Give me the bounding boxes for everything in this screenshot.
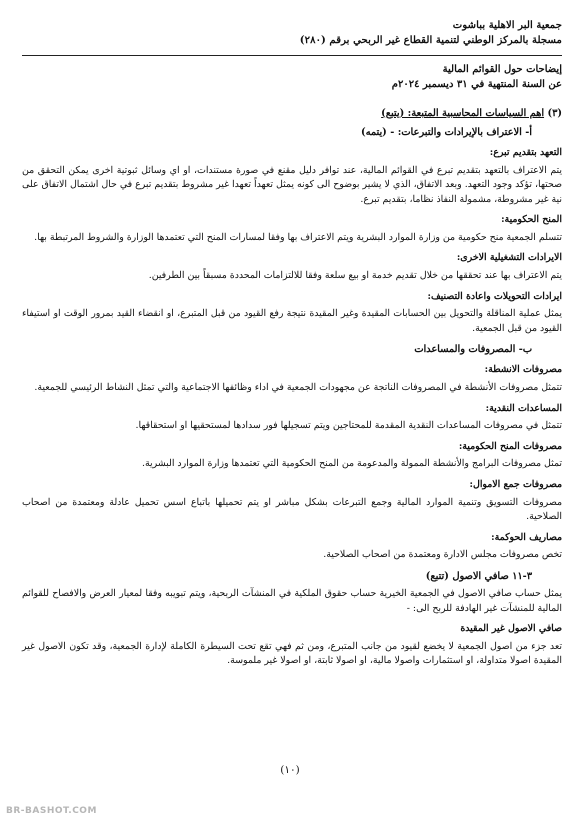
pledge-text: يتم الاعتراف بالتعهد بتقديم تبرع في القوائم المالية، عند توافر دليل مقنع في صورة مستندات، او اي وسائل ثبوتية اخرى يمكن التحقق من صحتها، تؤكد وجود التعهد. وبعد الاتفاق، الذي لا يشير بوضوح الى كونه يمثل تعهداً تعهدا غير مشروط بتقديم تبرع في حال اشتمال الاتفاق على نية غير مشروطة، مشمولة النفاذ نظاما، بتقديم تبرع. xyxy=(22,164,562,205)
transfers-heading: ايرادات التحويلات واعادة التصنيف: xyxy=(427,290,562,302)
gov-grant-expenses-heading: مصروفات المنح الحكومية: xyxy=(458,440,562,452)
net-assets-title: ٣-١١ صافي الاصول (تتبع) xyxy=(425,570,532,582)
gov-grants-heading: المنح الحكومية: xyxy=(501,214,562,226)
gov-grant-expenses-text: تمثل مصروفات البرامج والأنشطة الممولة والمدعومة من المنح الحكومية التي تعتمدها وزارة الموارد البشرية. xyxy=(142,458,562,470)
document-header xyxy=(22,18,562,92)
other-revenue-text: يتم الاعتراف بها عند تحققها من خلال تقديم خدمة او بيع سلعة وفقا للالتزامات المحددة مسبقاً بين الطرفين. xyxy=(148,269,562,281)
organization-name: جمعية البر الاهلية بباشوت xyxy=(452,19,562,31)
subsection-b-title: ب- المصروفات والمساعدات xyxy=(414,344,532,356)
section-3-number: (٣) xyxy=(544,107,562,119)
section-3-heading: اهم السياسات المحاسبية المتبعة: (يتبع) xyxy=(381,107,545,119)
registration-line: مسجلة بالمركز الوطني لتنمية القطاع غير الربحي برقم (٢٨٠) xyxy=(22,33,562,55)
net-assets-text: يمثل حساب صافي الاصول في الجمعية الخيرية حساب حقوق الملكية في المنشآت الربحية، ويتم تبويبه وفقا لمعيار العرض والافصاح للقوائم المالية للمنشآت غير الهادفة للربح الى: - xyxy=(22,588,562,614)
site-watermark: BR-BASHOT.COM xyxy=(6,806,97,816)
section-3-title xyxy=(22,106,562,121)
cash-aid-text: تتمثل في مصروفات المساعدات النقدية المقدمة للمحتاجين ويتم تسجيلها فور سدادها لمستحقيها او استحقاقها. xyxy=(135,420,562,432)
governance-heading: مصاريف الحوكمة: xyxy=(491,531,562,543)
pledge-heading: التعهد بتقديم تبرع: xyxy=(489,146,562,158)
other-revenue-heading: الايرادات التشغيلية الاخرى: xyxy=(456,252,562,264)
period-line: عن السنة المنتهية في ٣١ ديسمبر ٢٠٢٤م xyxy=(391,78,562,90)
activities-heading: مصروفات الانشطة: xyxy=(484,364,562,376)
unrestricted-net-assets-text: تعد جزء من اصول الجمعية لا يخضع لقيود من جانب المتبرع، ومن ثم فهي تقع تحت السيطرة الكاملة لإدارة الجمعية، وقد تكون الاصول غير المقيدة اصولا متداولة، او استثمارات واصولا مالية، او اصولا ثابتة، او اصولا غير ملموسة. xyxy=(22,640,562,667)
transfers-text: يمثل عملية المناقلة والتحويل بين الحسابات المقيدة وغير المقيدة نتيجة رفع القيود من قبل المتبرع، او انقضاء القيد بمرور الوقت او استيفاء القيود من قبل الجمعية. xyxy=(22,308,562,334)
page-number: (١٠) xyxy=(280,764,300,776)
subsection-a-title: أ- الاعتراف بالإيرادات والتبرعات: - (يتمه) xyxy=(360,126,532,138)
cash-aid-heading: المساعدات النقدية: xyxy=(485,402,562,414)
gov-grants-text: تتسلم الجمعية منح حكومية من وزارة الموارد البشرية ويتم الاعتراف بها وفقا لمسارات المنح التي تعتمدها الوزارة والشروط المرتبطة بها. xyxy=(34,231,562,243)
fundraising-heading: مصروفات جمع الاموال: xyxy=(469,478,562,490)
governance-text: تخص مصروفات مجلس الادارة ومعتمدة من اصحاب الصلاحية. xyxy=(323,549,562,561)
fundraising-text: مصروفات التسويق وتنمية الموارد المالية وجمع التبرعات بشكل مباشر او يتم تحميلها باتباع اسس تحميل عادلة ومعتمدة من اصحاب الصلاحية. xyxy=(22,496,562,523)
unrestricted-net-assets-heading: صافي الاصول غير المقيدة xyxy=(460,623,562,635)
notes-title: إيضاحات حول القوائم المالية xyxy=(442,63,562,75)
activities-text: تتمثل مصروفات الأنشطة في المصروفات الناتجة عن مجهودات الجمعية في اداء وظائفها الاجتماعية والتي تمثل النشاط الرئيسي للجمعية. xyxy=(34,382,562,394)
